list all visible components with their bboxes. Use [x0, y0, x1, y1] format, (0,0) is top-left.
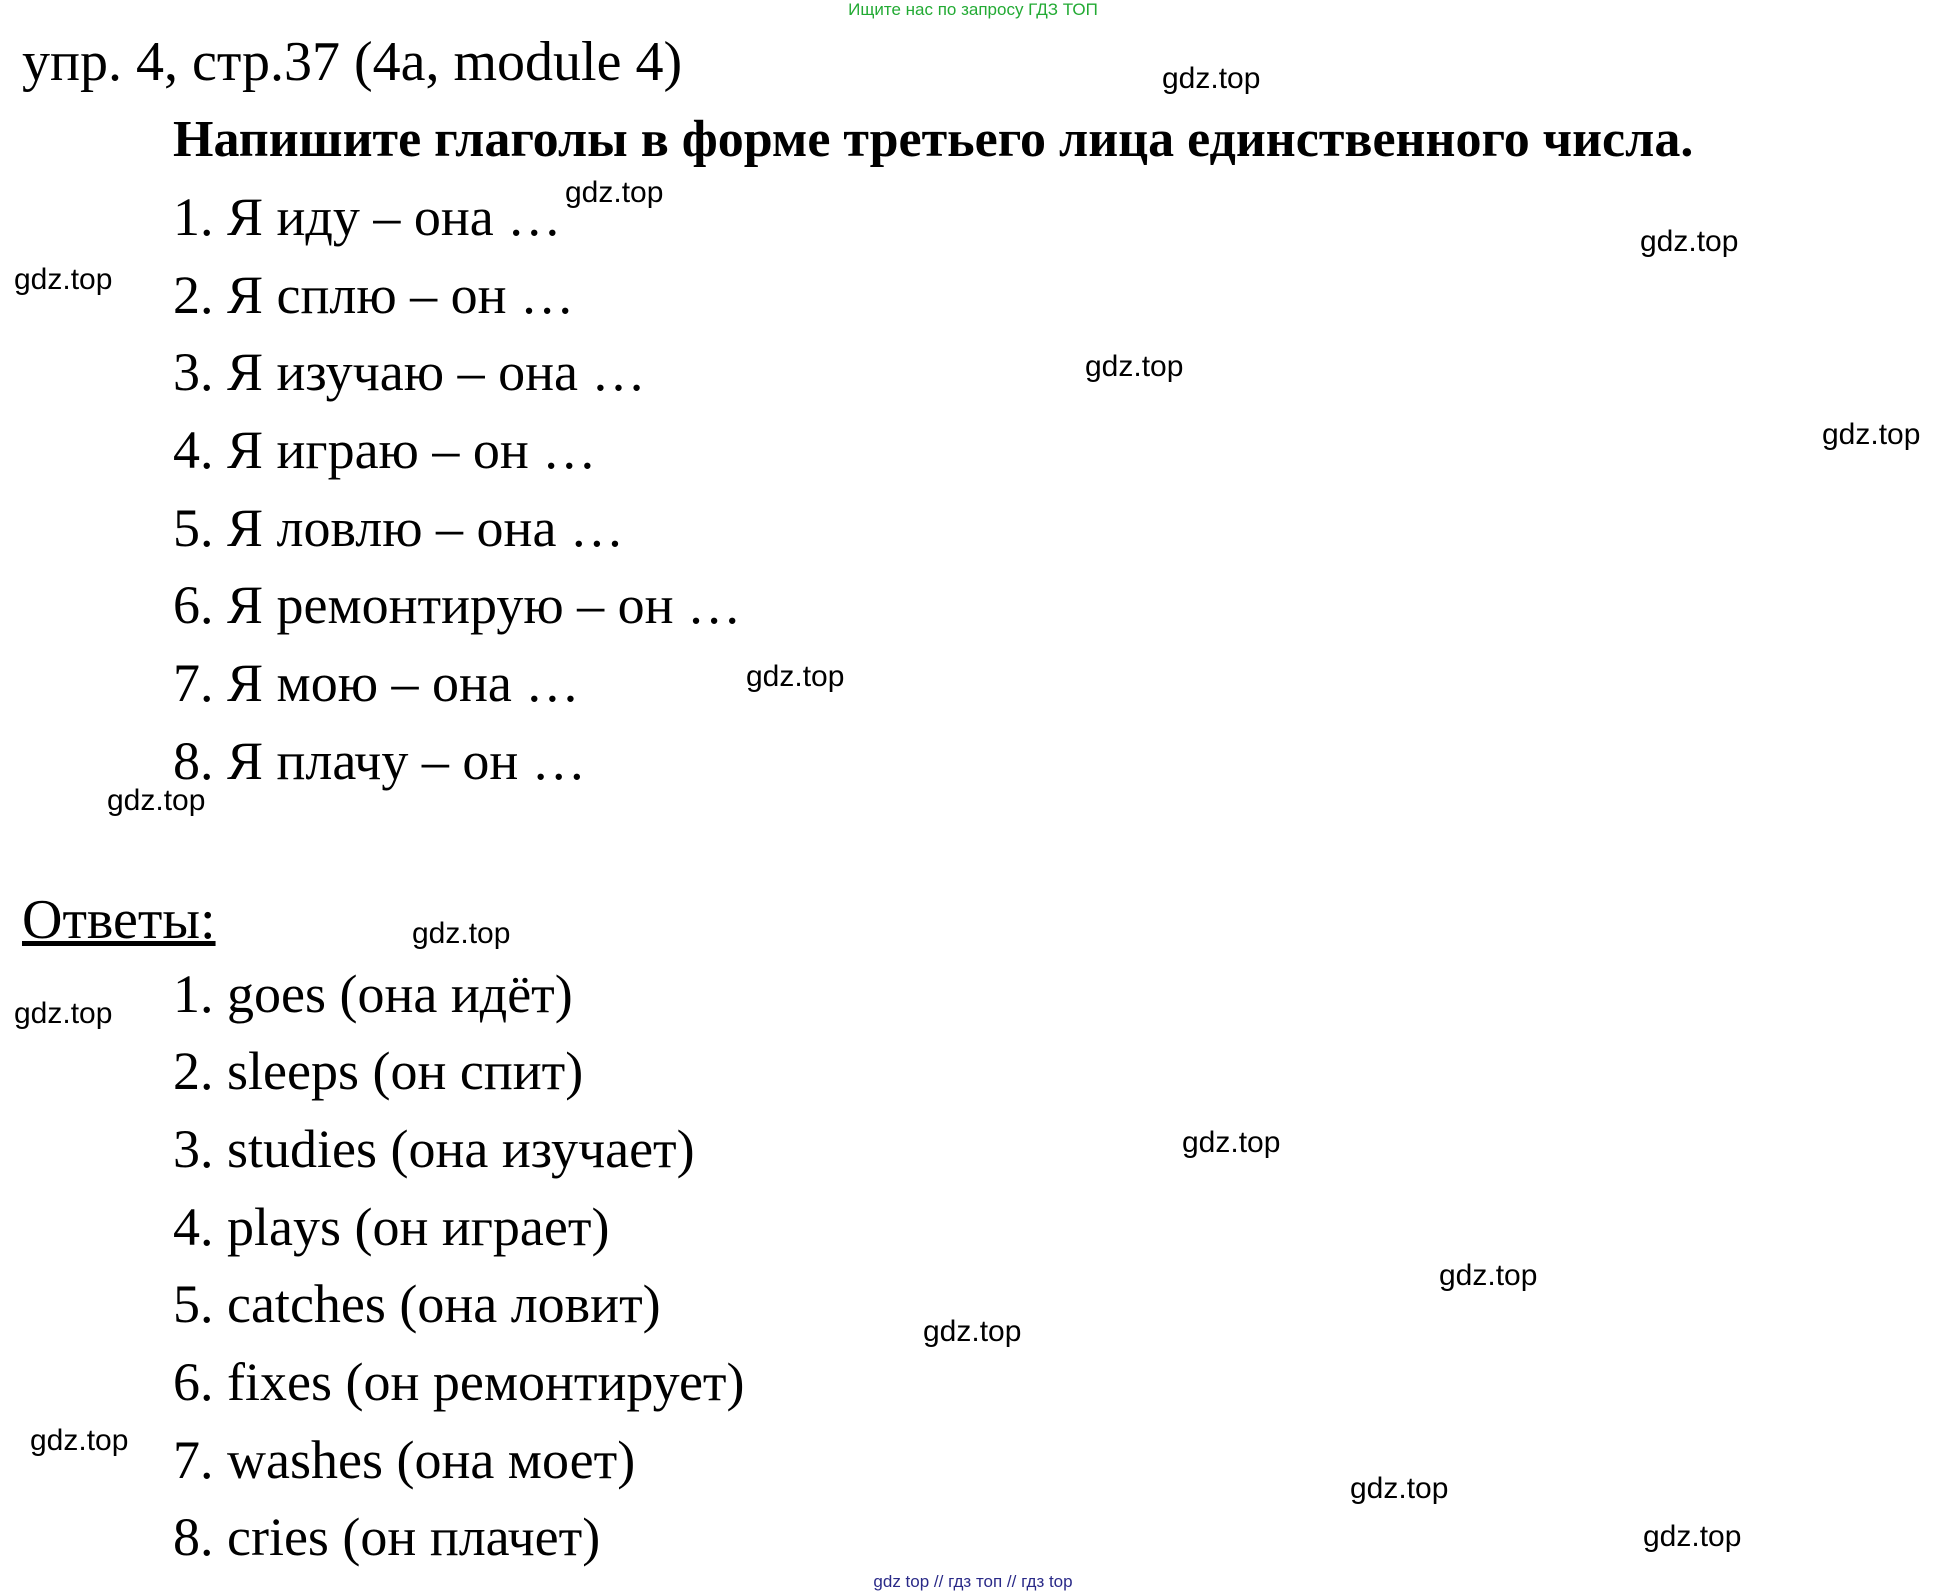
answer-item: 8. cries (он плачет): [173, 1507, 601, 1567]
footer-note: gdz top // гдз топ // гдз top: [873, 1572, 1073, 1591]
watermark: gdz.top: [746, 660, 845, 693]
watermark: gdz.top: [923, 1315, 1022, 1348]
question-item: 1. Я иду – она …: [173, 187, 562, 247]
question-item: 4. Я играю – он …: [173, 420, 597, 480]
question-item: 7. Я мою – она …: [173, 653, 580, 713]
answer-item: 4. plays (он играет): [173, 1197, 610, 1257]
watermark: gdz.top: [14, 997, 113, 1030]
question-item: 3. Я изучаю – она …: [173, 342, 646, 402]
answers-heading: Ответы:: [22, 889, 216, 951]
watermark: gdz.top: [1439, 1259, 1538, 1292]
watermark: gdz.top: [412, 917, 511, 950]
instruction-text: Напишите глаголы в форме третьего лица единственного числа.: [173, 111, 1694, 168]
answer-item: 7. washes (она моет): [173, 1430, 636, 1490]
question-item: 2. Я сплю – он …: [173, 265, 575, 325]
watermark: gdz.top: [14, 263, 113, 296]
watermark: gdz.top: [565, 176, 664, 209]
watermark: gdz.top: [1350, 1472, 1449, 1505]
watermark: gdz.top: [1085, 350, 1184, 383]
answer-item: 6. fixes (он ремонтирует): [173, 1352, 745, 1412]
watermark: gdz.top: [1162, 62, 1261, 95]
watermark: gdz.top: [107, 784, 206, 817]
watermark: gdz.top: [1640, 225, 1739, 258]
watermark: gdz.top: [1182, 1126, 1281, 1159]
answer-item: 5. catches (она ловит): [173, 1274, 661, 1334]
question-item: 6. Я ремонтирую – он …: [173, 575, 742, 635]
watermark: gdz.top: [1643, 1520, 1742, 1553]
question-item: 5. Я ловлю – она …: [173, 498, 624, 558]
watermark: gdz.top: [30, 1424, 129, 1457]
question-item: 8. Я плачу – он …: [173, 731, 586, 791]
answer-item: 2. sleeps (он спит): [173, 1041, 584, 1101]
exercise-title: упр. 4, стр.37 (4a, module 4): [22, 31, 683, 93]
watermark: gdz.top: [1822, 418, 1921, 451]
top-note: Ищите нас по запросу ГДЗ ТОП: [848, 0, 1098, 19]
answer-item: 3. studies (она изучает): [173, 1119, 695, 1179]
answer-item: 1. goes (она идёт): [173, 964, 573, 1024]
